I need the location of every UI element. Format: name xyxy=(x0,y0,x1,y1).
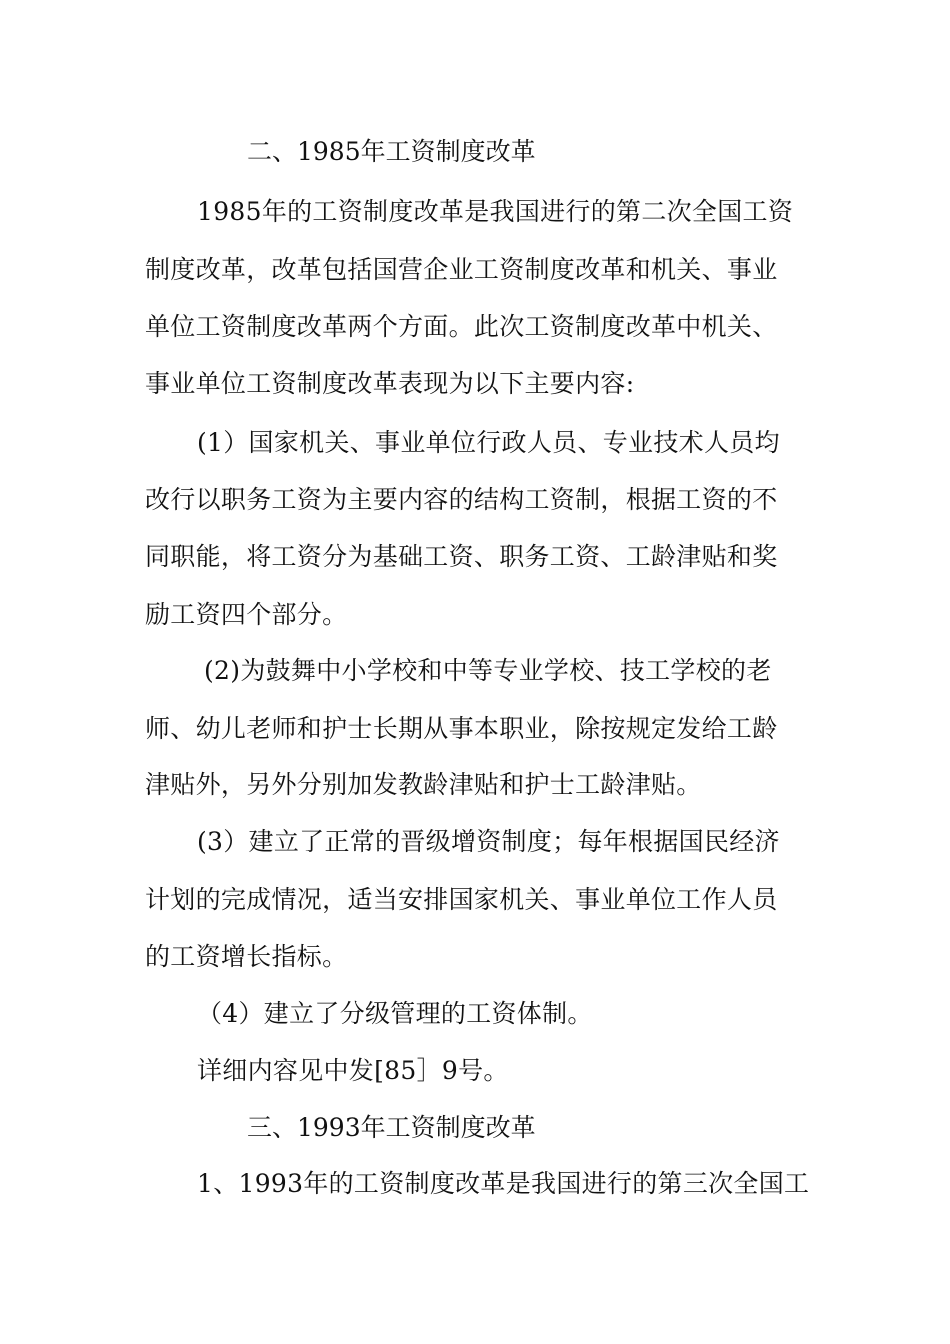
section-heading-1993: 三、1993年工资制度改革 xyxy=(247,1113,536,1142)
paragraph-line: 事业单位工资制度改革表现为以下主要内容: xyxy=(145,369,635,398)
list-item-line: (3）建立了正常的晋级增资制度；每年根据国民经济 xyxy=(197,827,780,856)
paragraph-line: 1、1993年的工资制度改革是我国进行的第三次全国工 xyxy=(197,1169,810,1198)
section-heading-1985: 二、1985年工资制度改革 xyxy=(247,137,536,166)
list-item-line: (1）国家机关、事业单位行政人员、专业技术人员均 xyxy=(197,428,780,457)
list-item-line: 津贴外，另外分别加发教龄津贴和护士工龄津贴。 xyxy=(145,770,702,799)
list-item-line: 励工资四个部分。 xyxy=(145,600,348,629)
list-item-line: 改行以职务工资为主要内容的结构工资制，根据工资的不 xyxy=(145,485,778,514)
list-item-line: 计划的完成情况，适当安排国家机关、事业单位工作人员 xyxy=(145,885,778,914)
paragraph-line: 单位工资制度改革两个方面。此次工资制度改革中机关、 xyxy=(145,312,778,341)
list-item-line: (2)为鼓舞中小学校和中等专业学校、技工学校的老 xyxy=(204,656,772,685)
list-item-line: 的工资增长指标。 xyxy=(145,942,348,971)
list-item-line: 师、幼儿老师和护士长期从事本职业，除按规定发给工龄 xyxy=(145,714,778,743)
list-item-line: 同职能，将工资分为基础工资、职务工资、工龄津贴和奖 xyxy=(145,542,778,571)
reference-line: 详细内容见中发[85］9号。 xyxy=(197,1056,509,1085)
list-item-line: （4）建立了分级管理的工资体制。 xyxy=(197,999,593,1028)
paragraph-line: 制度改革，改革包括国营企业工资制度改革和机关、事业 xyxy=(145,255,778,284)
paragraph-line: 1985年的工资制度改革是我国进行的第二次全国工资 xyxy=(197,197,794,226)
